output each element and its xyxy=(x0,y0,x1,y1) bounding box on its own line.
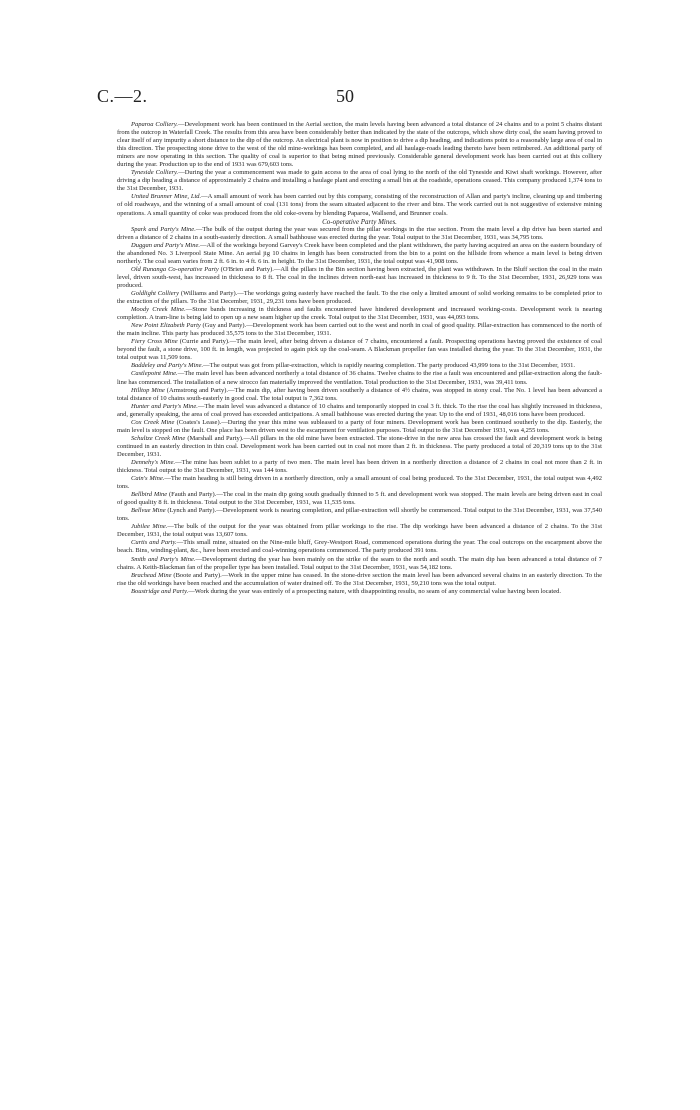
paragraph xyxy=(117,539,602,555)
entry-name: Jubilee Mine. xyxy=(131,523,168,531)
entry-text: —Development during the year has been mainly on the strike of the seam to the north and south. The main dip has been advanced a total distance of 7 chains. A Keith-Blackman fan of the propeller type has been installed. Total output to the 31st December, 1931, was 54,182 tons. xyxy=(117,555,603,571)
entry-name: Goldlight Colliery xyxy=(131,289,180,297)
entry-name: Bellbird Mine xyxy=(131,491,168,499)
paragraph xyxy=(117,322,602,338)
entry-name: Cain's Mine. xyxy=(131,475,165,483)
entry-text: (O'Brien and Party).—All the pillars in the Bin section having been extracted, the plant was withdrawn. In the Bluff section the coal in the main level, driven south-west, has increased in thickness to 8 ft. The coal in the inclines driven north-east has increased in thickness to 9 ft. To the 31st December, 1931, 26,929 tons was produced. xyxy=(117,265,602,289)
coop-section xyxy=(117,226,602,596)
paragraph xyxy=(117,362,602,370)
entry-name: Hilltop Mine xyxy=(131,386,165,394)
entry-text: —The bulk of the output for the year was obtained from pillar workings to the rise. The dip workings have been advanced a distance of 2 chains. To the 31st December, 1931, the total output was 13,607 tons. xyxy=(117,523,602,539)
paragraph xyxy=(117,306,602,322)
entry-name: Moody Creek Mine. xyxy=(131,306,186,314)
entry-name: New Point Elizabeth Party xyxy=(131,322,201,330)
paragraph xyxy=(117,226,602,242)
entry-name: Curtis and Party. xyxy=(131,539,177,547)
paragraph xyxy=(117,491,602,507)
paragraph xyxy=(117,387,602,403)
entry-text: —During the year a commencement was made to gain access to the area of coal lying to the north of the old Tyneside and Kiwi shaft workings. However, after driving a dip heading a distance of approximately 2 chains and installing a haulage plant and erecting a small bin at the roadside, operations ceased. This company produced 1,374 tons to the 31st December, 1931. xyxy=(117,169,602,193)
paragraph xyxy=(117,370,602,386)
entry-name: Tyneside Colliery. xyxy=(131,169,179,177)
paragraph xyxy=(117,169,602,193)
entry-text: —The output was got from pillar-extraction, which is rapidly nearing completion. The party produced 43,999 tons to the 31st December, 1931. xyxy=(203,362,576,370)
paragraph xyxy=(117,266,602,290)
entry-text: —Stone bands increasing in thickness and faults encountered have hindered development and increased working-costs. Development work is nearing completion. A tram-line is being laid to open up a new seam higher up the creek. Total output to the 31st December, 1931, was 44,093 tons. xyxy=(117,306,603,322)
entry-text: —The main heading is still being driven in a northerly direction, only a small amount of coal being produced. To the 31st December, 1931, the total output was 4,492 tons. xyxy=(117,475,603,491)
intro-section xyxy=(117,121,602,218)
paragraph xyxy=(117,556,602,572)
entry-text: (Armstrong and Party).—The main dip, after having been driven southerly a distance of 4½ chains, was stopped in stony coal. The No. 1 level has been advanced a total distance of 10 chains south-easterly in good coal. The total output is 7,362 tons. xyxy=(117,386,602,402)
entry-text: (Guy and Party).—Development work has been carried out to the west and north in coal of good quality. Pillar-extraction has commenced to the north of the main incline. This party has produced 35,575 tons to the 31st December, 1931. xyxy=(117,322,603,338)
section-reference: C.—2. xyxy=(97,86,148,106)
paragraph xyxy=(117,588,602,596)
entry-name: Duggan and Party's Mine. xyxy=(131,241,200,249)
entry-name: Paparoa Colliery. xyxy=(131,121,178,128)
entry-text: —The bulk of the output during the year was secured from the pillar workings in the rise section. From the main level a dip drive has been started and driven a distance of 2 chains in a south-easterly direction. A small bathhouse was erected during the year. Total output to the 31st December, 1931, was 34,795 tons. xyxy=(117,225,602,241)
entry-text: —The main level has been advanced northerly a total distance of 36 chains. Twelve chains to the rise a fault was encountered and pillar-extraction along the fault-line has commenced. The installation of a new sirocco fan materially improved the ventilation. Total production to the 31st December, 1931, was 39,411 tons. xyxy=(117,370,602,386)
entry-name: Old Runanga Co-operative Party xyxy=(131,265,219,273)
paragraph xyxy=(117,338,602,362)
entry-text: (Coates's Lease).—During the year this mine was subleased to a party of four miners. Development work has been continued southerly to the dip. Easterly, the main level is stopped on the fault. One place has been driven west to the escarpment for ventilation purposes. Total output to the 31st December 1931, was 4,255 tons. xyxy=(117,418,602,434)
entry-text: (Williams and Party).—The workings going easterly have reached the fault. To the rise only a limited amount of solid working remains to be completed prior to the extraction of the pillars. To the 31st December, 1931, 29,231 tons have been produced. xyxy=(117,289,602,306)
paragraph xyxy=(117,572,602,588)
entry-text: —A small amount of work has been carried out by this company, consisting of the reconstruction of Allan and party's incline, cleaning up and timbering of old roadways, and the winning of a small amount of coal (131 tons) from the seam situated adjacent to the river and bins. The work carried out is not suggestive of extensive mining operations. A small quantity of coke was produced from the old coke-ovens by blending Paparoa, Wallsend, and Brunner coals. xyxy=(117,193,602,217)
entry-text: —All of the workings beyond Garvey's Creek have been completed and the plant withdrawn, the party having acquired an area on the eastern boundary of the abandoned No. 3 Liverpool State Mine. An aerial jig 10 chains in length has been constructed from the bin to a point on the hillside from whence a main level is being driven northerly. The coal seam varies from 2 ft. 6 in. to 4 ft. 6 in. in height. To the 31st December, 1931, the total output was 41,908 tons. xyxy=(117,241,602,265)
entry-name: Hunter and Party's Mine. xyxy=(131,402,198,410)
body-text xyxy=(117,121,602,596)
entry-name: Bellvue Mine xyxy=(131,507,166,515)
entry-text: (Boote and Party).—Work in the upper mine has ceased. In the stone-drive section the main level has been advanced several chains in an easterly direction. To the rise the old workings have been reached and the accumulation of water drained off. To the 31st December, 1931, 59,210 tons was the total output. xyxy=(117,571,602,587)
paragraph xyxy=(117,290,602,306)
entry-text: (Lynch and Party).—Development work is nearing completion, and pillar-extraction will shortly be commenced. Total output to the 31st December, 1931, was 37,540 tons. xyxy=(117,507,602,523)
entry-text: —The main level was advanced a distance of 10 chains and temporarily stopped in coal 3 ft. thick. To the rise the coal has slightly increased in thickness, and, generally speaking, the area of coal proved has exceeded anticipations. A small bathhouse was erected during the year. Up to the end of 1931, 48,016 tons have been produced. xyxy=(117,402,602,418)
entry-text: —This small mine, situated on the Nine-mile bluff, Grey-Westport Road, commenced operations during the year. The coal outcrops on the escarpment above the beach. Bins, winding-plant, &c., have been erected and coal-winning operations commenced. The party produced 391 tons. xyxy=(117,539,602,555)
entry-name: United Brunner Mine, Ltd. xyxy=(131,193,202,201)
entry-text: (Fauth and Party).—The coal in the main dip going south gradually thinned to 5 ft. and development work was stopped. The main levels are being driven east in coal of good quality 8 ft. in thickness. Total output to the 31st December, 1931, was 11,535 tons. xyxy=(117,491,602,507)
entry-name: Cox Creek Mine xyxy=(131,418,175,426)
paragraph xyxy=(117,419,602,435)
paragraph xyxy=(117,507,602,523)
entry-name: Castlepoint Mine. xyxy=(131,370,178,378)
paragraph xyxy=(117,193,602,217)
entry-text: —The mine has been sublet to a party of two men. The main level has been driven in a northerly direction a distance of 2 chains in coal not more than 2 ft. in thickness. Total output to the 31st December, 1931, was 144 tons. xyxy=(117,458,603,475)
entry-name: Fiery Cross Mine xyxy=(131,338,178,346)
paragraph xyxy=(117,523,602,539)
entry-name: Boustridge and Party. xyxy=(131,587,189,595)
entry-name: Schultze Creek Mine xyxy=(131,434,186,442)
entry-text: (Marshall and Party).—All pillars in the old mine have been extracted. The stone-drive in the new area has crossed the fault and development work is being continued in an easterly direction in thin coal. Development work has been carried out in coal not more than 2 ft. in thickness. The party produced a total of 20,319 tons up to the 31st December, 1931. xyxy=(117,434,602,458)
entry-name: Baddeley and Party's Mine. xyxy=(131,362,204,370)
page-number: 50 xyxy=(336,86,354,106)
section-heading: Co-operative Party Mines. xyxy=(322,217,397,226)
entry-name: Dennehy's Mine. xyxy=(131,458,176,466)
paragraph xyxy=(117,459,602,475)
paragraph xyxy=(117,403,602,419)
entry-name: Spark and Party's Mine. xyxy=(131,225,196,233)
entry-name: Smith and Party's Mine. xyxy=(131,555,196,563)
paragraph xyxy=(117,121,602,169)
entry-text: (Currie and Party).—The main level, after being driven a distance of 7 chains, encountered a fault. Prospecting operations having proved the existence of coal beyond the fault, a stone drive, 100 ft. in length, was projected to again pick up the coal-seam. A Blackman propeller fan was installed during the year. To the 31st December, 1931, the total output was 11,509 tons. xyxy=(117,338,602,362)
paragraph xyxy=(117,475,602,491)
paragraph xyxy=(117,435,602,459)
entry-text: —Work during the year was entirely of a prospecting nature, with disappointing results, no seam of any commercial value having been located. xyxy=(188,587,561,595)
paragraph xyxy=(117,242,602,266)
entry-text: —Development work has been continued in the Aerial section, the main levels having been advanced a total distance of 24 chains and to a point 5 chains distant from the outcrop in Waterfall Creek. The results from this area have been considerably better than indicated by the state of the outcrops, which show dirty coal, the seam having proved to clear itself of any impurity a short distance to the dip of the outcrop. An electrical plant is now in position to drive a dip heading, and indications point to a reasonably large area of coal in this direction. The prospecting stone drive to the west of the old mine-workings has been completed, and all haulage-roads leading thereto have been retimbered. An additional party of miners are now operating in this section. The quality of coal is superior to that being mined previously. Considerable general development work has been carried out at this colliery during the year. Production up to the end of 1931 was 679,603 tons. xyxy=(117,121,602,169)
entry-name: Brachead Mine xyxy=(131,571,172,579)
